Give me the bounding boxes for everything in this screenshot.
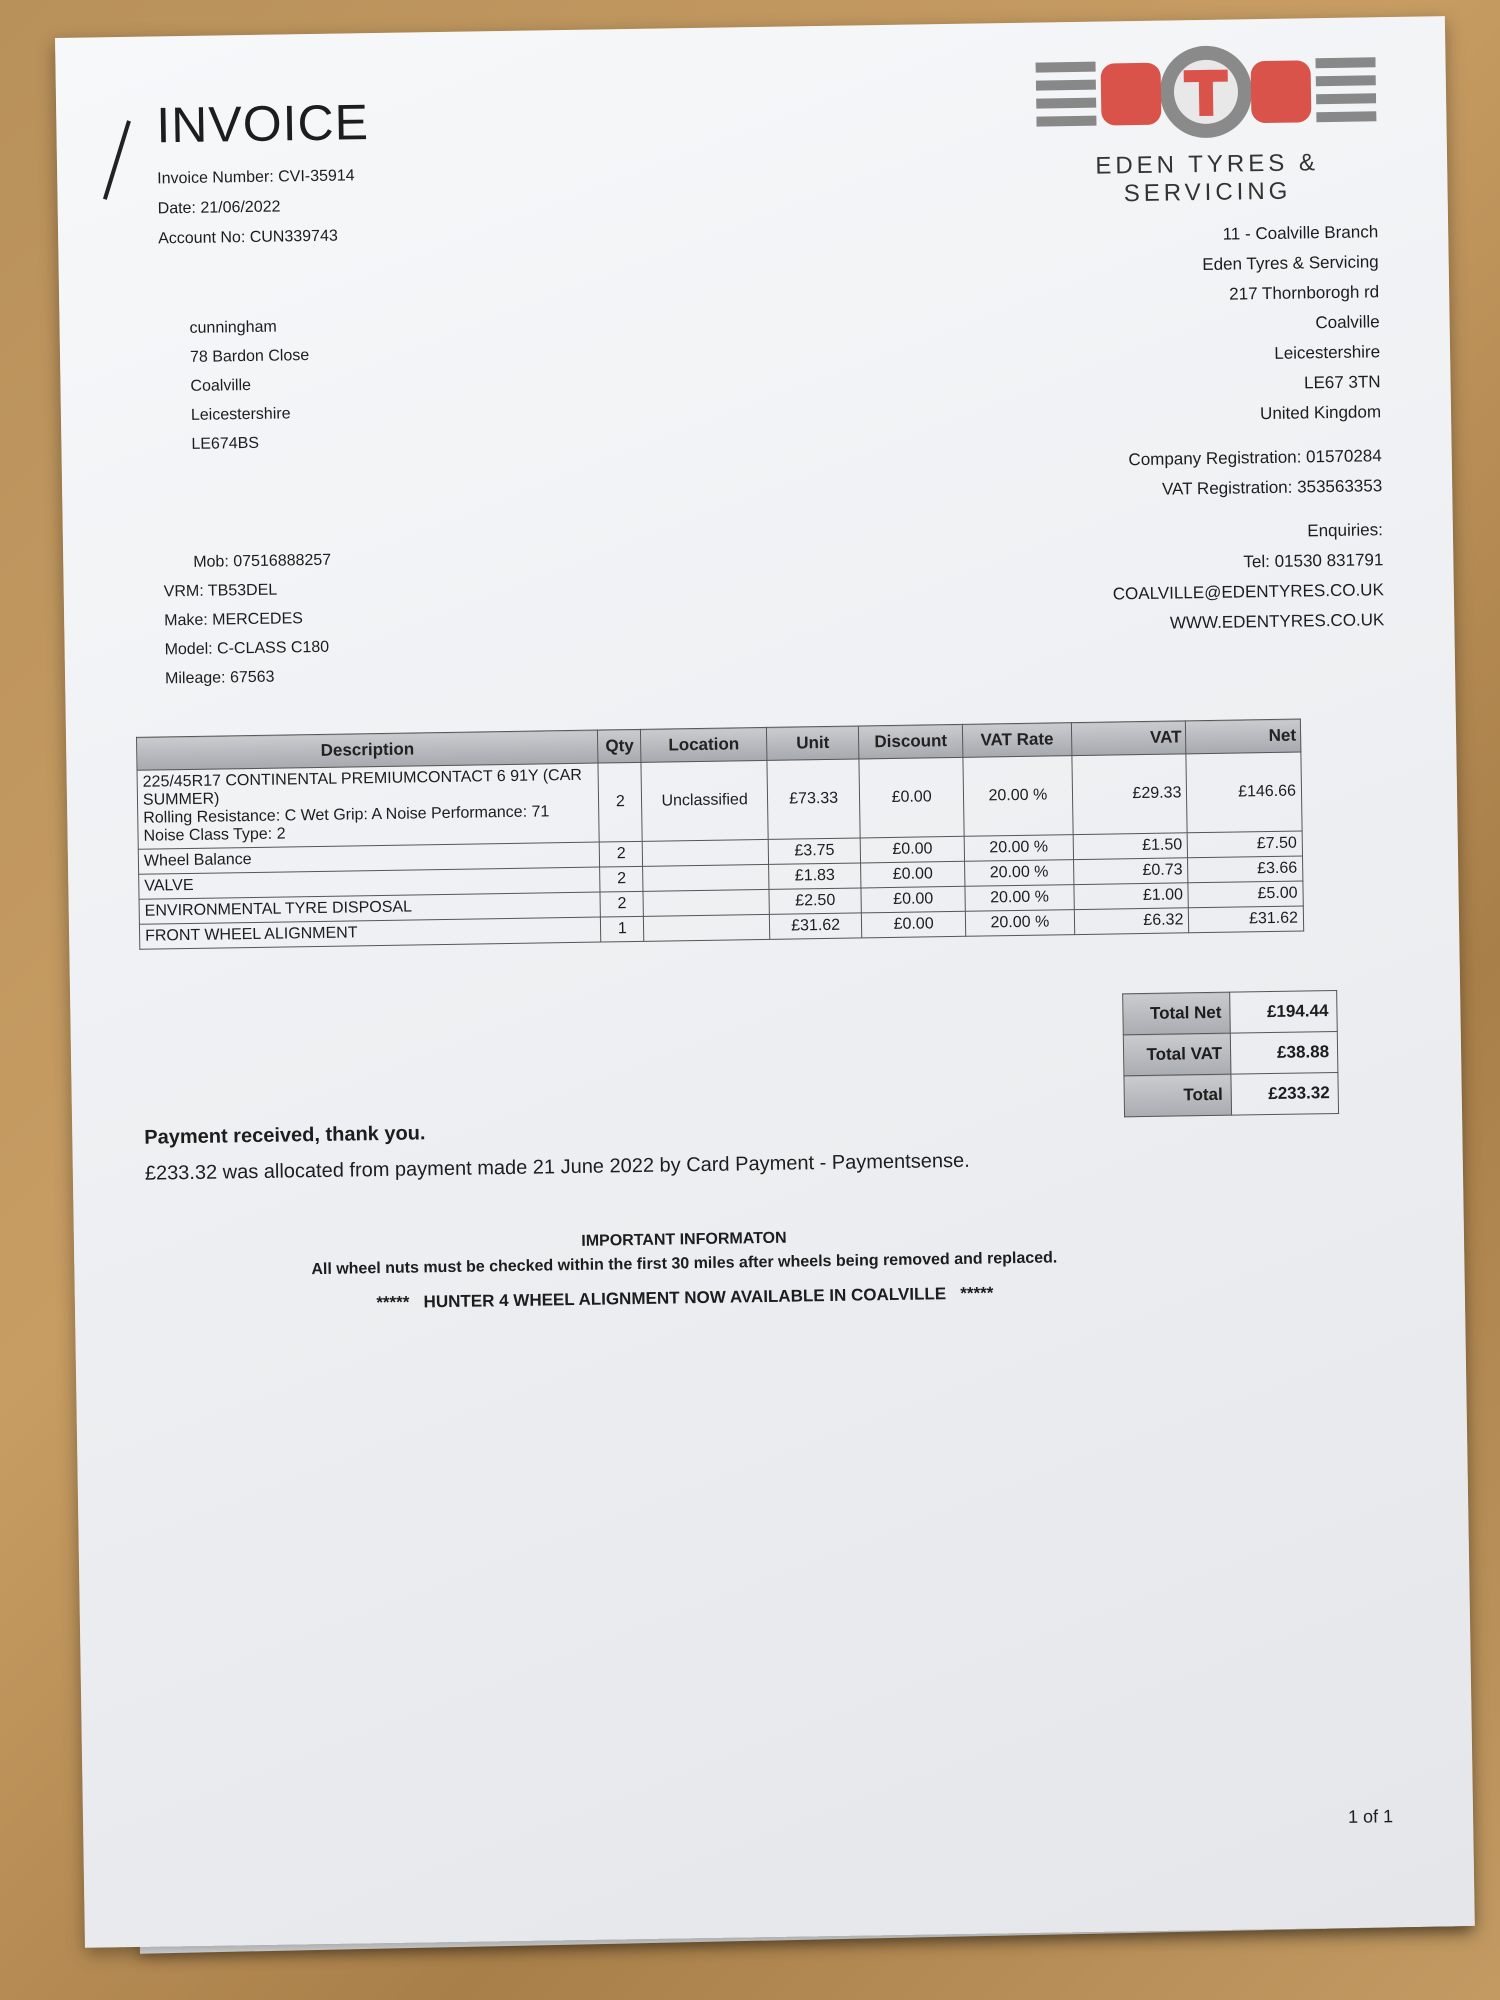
address-line: 217 Thornborogh rd bbox=[1229, 282, 1380, 304]
vat-registration: VAT Registration: 353563353 bbox=[1161, 476, 1383, 499]
company-website: WWW.EDENTYRES.CO.UK bbox=[1169, 610, 1385, 633]
item-desc-line: 225/45R17 CONTINENTAL PREMIUMCONTACT 6 91Y (CAR SUMMER) bbox=[142, 766, 583, 809]
payment-heading: Payment received, thank you. bbox=[144, 1122, 426, 1149]
hunter-banner: ***** HUNTER 4 WHEEL ALIGNMENT NOW AVAILABLE IN COALVILLE ***** bbox=[376, 1283, 994, 1313]
totals-table bbox=[1122, 990, 1339, 1117]
item-qty: 2 bbox=[600, 841, 643, 867]
item-net: £146.66 bbox=[1186, 752, 1302, 833]
enquiries-label: Enquiries: bbox=[1307, 520, 1384, 541]
item-desc-detail: Rolling Resistance: C Wet Grip: A Noise Performance: 71 Noise Class Type: 2 bbox=[143, 803, 550, 845]
item-discount: £0.00 bbox=[862, 911, 966, 938]
item-qty: 2 bbox=[600, 866, 643, 892]
item-description bbox=[137, 763, 600, 849]
customer-address bbox=[189, 312, 310, 459]
col-location: Location bbox=[641, 727, 767, 762]
col-net: Net bbox=[1186, 719, 1301, 754]
item-vat-rate: 20.00 % bbox=[964, 860, 1073, 887]
total-vat-row bbox=[1123, 1031, 1338, 1075]
company-logo bbox=[1025, 37, 1388, 210]
item-discount: £0.00 bbox=[861, 836, 965, 863]
address-line: United Kingdom bbox=[1259, 402, 1382, 424]
total-net-value: £194.44 bbox=[1230, 990, 1338, 1033]
company-email: COALVILLE@EDENTYRES.CO.UK bbox=[1112, 580, 1384, 604]
address-line: Leicestershire bbox=[1274, 342, 1381, 363]
total-vat-label: Total VAT bbox=[1123, 1033, 1231, 1076]
invoice-sheet bbox=[55, 16, 1475, 1948]
address-line: 11 - Coalville Branch bbox=[1222, 222, 1379, 244]
item-vat-rate: 20.00 % bbox=[963, 756, 1073, 837]
item-vat-rate: 20.00 % bbox=[965, 885, 1074, 912]
line-items-table bbox=[136, 719, 1304, 950]
item-net: £3.66 bbox=[1188, 856, 1303, 883]
invoice-title: INVOICE bbox=[155, 94, 370, 154]
item-location: Unclassified bbox=[641, 760, 768, 841]
address-line: LE67 3TN bbox=[1303, 372, 1381, 393]
company-tel: Tel: 01530 831791 bbox=[1243, 550, 1384, 572]
vehicle-mileage: Mileage: 67563 bbox=[164, 668, 275, 688]
branch-address bbox=[1107, 217, 1385, 639]
mobile-number: Mob: 07516888257 bbox=[193, 551, 332, 571]
invoice-date: Date: 21/06/2022 bbox=[157, 198, 281, 218]
invoice-number: Invoice Number: CVI-35914 bbox=[157, 167, 355, 188]
notice-text: All wheel nuts must be checked within the first 30 miles after wheels being removed and replaced. bbox=[311, 1249, 1058, 1279]
item-discount: £0.00 bbox=[861, 886, 965, 913]
customer-line: Leicestershire bbox=[190, 405, 291, 424]
company-name: EDEN TYRES & SERVICING bbox=[1095, 149, 1320, 208]
address-line: Eden Tyres & Servicing bbox=[1202, 252, 1379, 275]
address-line: Coalville bbox=[1315, 312, 1380, 333]
invoice-meta bbox=[157, 161, 356, 254]
col-vat: VAT bbox=[1071, 721, 1186, 756]
customer-line: Coalville bbox=[190, 376, 252, 395]
page-number: 1 of 1 bbox=[1347, 1806, 1394, 1827]
item-unit: £2.50 bbox=[769, 888, 862, 914]
item-vat: £6.32 bbox=[1074, 908, 1189, 935]
col-vat-rate: VAT Rate bbox=[962, 723, 1072, 758]
item-qty: 2 bbox=[598, 762, 642, 842]
item-net: £7.50 bbox=[1188, 831, 1303, 858]
col-description: Description bbox=[136, 730, 598, 770]
item-vat: £1.50 bbox=[1073, 833, 1188, 860]
item-location bbox=[643, 864, 769, 891]
item-unit: £3.75 bbox=[768, 838, 861, 864]
notice-heading: IMPORTANT INFORMATON bbox=[581, 1229, 787, 1250]
item-vat: £29.33 bbox=[1072, 754, 1188, 835]
grand-total-row bbox=[1124, 1072, 1339, 1116]
col-unit: Unit bbox=[766, 726, 859, 760]
item-discount: £0.00 bbox=[859, 757, 964, 838]
item-qty: 1 bbox=[601, 916, 644, 942]
item-vat-rate: 20.00 % bbox=[964, 835, 1073, 862]
important-notice bbox=[234, 1221, 1135, 1283]
item-net: £31.62 bbox=[1189, 906, 1304, 933]
item-location bbox=[643, 889, 769, 916]
pen-mark bbox=[103, 120, 131, 200]
item-vat: £1.00 bbox=[1074, 883, 1189, 910]
total-net-row bbox=[1123, 990, 1338, 1034]
item-unit: £73.33 bbox=[767, 759, 861, 839]
item-discount: £0.00 bbox=[861, 861, 965, 888]
item-unit: £31.62 bbox=[769, 913, 862, 939]
item-description: Wheel Balance bbox=[138, 842, 600, 874]
ets-logo-icon bbox=[1035, 37, 1377, 142]
payment-text: £233.32 was allocated from payment made 21 June 2022 by Card Payment - Paymentsense. bbox=[144, 1149, 970, 1185]
vehicle-details bbox=[163, 546, 333, 694]
item-vat: £0.73 bbox=[1073, 858, 1188, 885]
grand-total-label: Total bbox=[1124, 1074, 1232, 1117]
col-discount: Discount bbox=[859, 724, 963, 759]
item-net: £5.00 bbox=[1188, 881, 1303, 908]
item-vat-rate: 20.00 % bbox=[965, 910, 1074, 937]
total-net-label: Total Net bbox=[1123, 992, 1231, 1035]
total-vat-value: £38.88 bbox=[1230, 1031, 1338, 1074]
item-qty: 2 bbox=[600, 891, 643, 917]
item-description: ENVIRONMENTAL TYRE DISPOSAL bbox=[139, 892, 601, 924]
col-qty: Qty bbox=[598, 729, 641, 763]
customer-line: cunningham bbox=[189, 318, 277, 337]
grand-total-value: £233.32 bbox=[1231, 1072, 1339, 1115]
customer-line: LE674BS bbox=[191, 434, 260, 453]
item-description: FRONT WHEEL ALIGNMENT bbox=[139, 917, 601, 949]
company-registration: Company Registration: 01570284 bbox=[1128, 446, 1382, 470]
vehicle-make: Make: MERCEDES bbox=[164, 610, 303, 630]
item-location bbox=[644, 914, 770, 941]
item-location bbox=[643, 839, 769, 866]
account-number: Account No: CUN339743 bbox=[158, 227, 338, 248]
item-description: VALVE bbox=[139, 867, 601, 899]
item-unit: £1.83 bbox=[768, 863, 861, 889]
vehicle-model: Model: C-CLASS C180 bbox=[164, 638, 330, 659]
vrm: VRM: TB53DEL bbox=[163, 581, 278, 601]
customer-line: 78 Bardon Close bbox=[189, 347, 310, 366]
